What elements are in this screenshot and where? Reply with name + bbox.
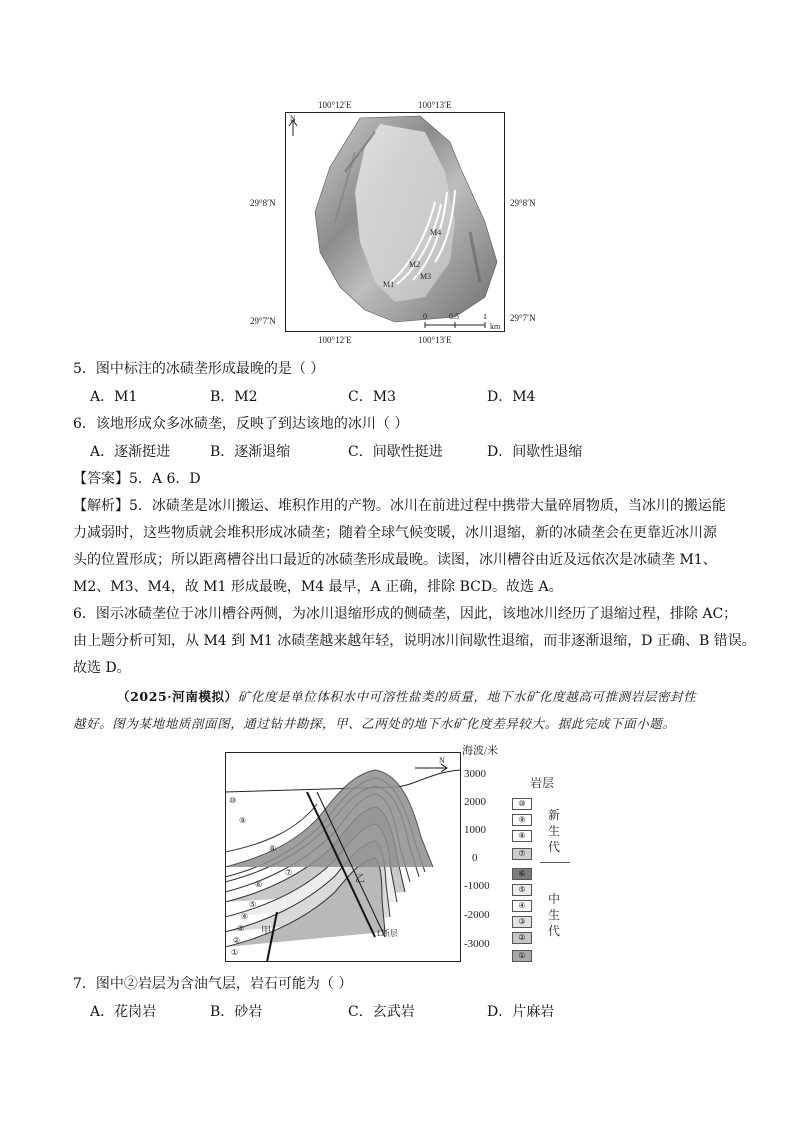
layer-mark-8: ⑧ <box>269 844 277 853</box>
question-7-stem: 7．图中②岩层为含油气层，岩石可能为（ ） <box>73 976 353 992</box>
question-5-option-a: A．M1 <box>90 389 138 405</box>
question-7-option-a: A．花岗岩 <box>90 1004 157 1020</box>
analysis-line-5: 6．图示冰碛垄位于冰川槽谷两侧，为冰川退缩形成的侧碛垄，因此，该地冰川经历了退缩过程，排除 AC； <box>73 606 738 622</box>
legend-layer-1: ① <box>512 950 532 962</box>
analysis-line-2: 力减弱时，这些物质就会堆积形成冰碛垄；随着全球气候变暖，冰川退缩，新的冰碛垄会在更靠近冰川源 <box>73 525 717 541</box>
question-5-option-c: C．M3 <box>348 389 396 405</box>
era-cenozoic-1: 新 <box>548 808 561 822</box>
legend-layer-3: ③ <box>512 916 532 928</box>
question-5-option-b: B．M2 <box>210 389 258 405</box>
elevation-minus-1000: -1000 <box>464 880 490 892</box>
fault-label: L断层 <box>377 929 398 938</box>
elevation-2000: 2000 <box>464 796 486 808</box>
geologic-section <box>225 752 461 962</box>
section-north-label: N <box>439 756 445 765</box>
intro-line-2: 越好。图为某地地质剖面图，通过钻井勘探，甲、乙两处的地下水矿化度差异较大。据此完成下面小题。 <box>73 716 676 731</box>
legend-layer-2: ② <box>512 932 532 944</box>
analysis-line-6: 由上题分析可知，从 M4 到 M1 冰碛垄越来越年轻，说明冰川间歇性退缩，而非逐渐退缩，D 正确、B 错误。 <box>73 633 756 649</box>
elevation-minus-2000: -2000 <box>464 909 490 921</box>
scale-unit: km <box>490 322 501 331</box>
elevation-minus-3000: -3000 <box>464 938 490 950</box>
answer-line: 【答案】5．A 6．D <box>73 471 201 487</box>
intro-text-1: 矿化度是单位体积水中可溶性盐类的质量，地下水矿化度越高可推测岩层密封性 <box>237 689 697 704</box>
era-mesozoic-1: 中 <box>548 892 561 906</box>
layer-mark-7: ⑦ <box>285 868 293 877</box>
question-5-stem: 5．图中标注的冰碛垄形成最晚的是（ ） <box>73 361 325 377</box>
scale-half: 0.5 <box>449 312 459 321</box>
lat-lower-left: 29°7′N <box>250 316 276 326</box>
lon-bottom-left: 100°12′E <box>318 335 352 345</box>
legend-layer-5: ⑤ <box>512 884 532 896</box>
question-7-option-b: B．砂岩 <box>210 1004 263 1020</box>
lat-lower-right: 29°7′N <box>510 313 536 323</box>
analysis-line-7: 故选 D。 <box>73 660 131 676</box>
layer-mark-5: ⑤ <box>249 900 257 909</box>
question-7-option-c: C．玄武岩 <box>348 1004 415 1020</box>
legend-layer-9: ⑨ <box>512 814 532 826</box>
analysis-line-4: M2、M3、M4，故 M1 形成最晚，M4 最早，A 正确，排除 BCD。故选 A。 <box>73 579 563 595</box>
map-north-label: N <box>290 114 296 123</box>
scale-zero: 0 <box>423 312 427 321</box>
era-cenozoic-3: 代 <box>548 840 561 854</box>
legend-layer-6: ⑥ <box>512 868 532 880</box>
question-7-option-d: D．片麻岩 <box>487 1004 555 1020</box>
layer-mark-10: ⑩ <box>229 796 237 805</box>
elevation-title: 海波/米 <box>462 745 499 757</box>
era-mesozoic-2: 生 <box>548 908 561 922</box>
intro-source: （2025·河南模拟） <box>117 689 238 704</box>
elevation-3000: 3000 <box>464 768 486 780</box>
legend-layer-4: ④ <box>512 900 532 912</box>
lon-top-left: 100°12′E <box>318 100 352 110</box>
moraine-m2-label: M2 <box>409 260 421 269</box>
elevation-0: 0 <box>472 852 478 864</box>
question-6-option-a: A．逐渐挺进 <box>90 444 171 460</box>
question-5-option-d: D．M4 <box>487 389 536 405</box>
layer-mark-3: ③ <box>237 924 245 933</box>
elevation-1000: 1000 <box>464 824 486 836</box>
question-6-option-c: C．间歇性挺进 <box>348 444 443 460</box>
layer-mark-1: ① <box>231 948 239 957</box>
legend-layer-8: ⑧ <box>512 830 532 842</box>
intro-line-1 <box>117 687 696 707</box>
analysis-line-1: 【解析】5．冰碛垄是冰川搬运、堆积作用的产物。冰川在前进过程中携带大量碎屑物质，当冰川的搬运能 <box>73 498 726 514</box>
era-mesozoic-3: 代 <box>548 924 561 938</box>
moraine-m1-label: M1 <box>383 280 395 289</box>
lon-top-right: 100°13′E <box>418 100 452 110</box>
layer-mark-4: ④ <box>241 912 249 921</box>
layer-mark-9: ⑨ <box>239 816 247 825</box>
moraine-m4-label: M4 <box>430 228 442 237</box>
question-6-option-b: B．逐渐退缩 <box>210 444 291 460</box>
legend-layer-10: ⑩ <box>512 798 532 810</box>
legend-divider <box>540 862 570 863</box>
lon-bottom-right: 100°13′E <box>418 335 452 345</box>
layer-mark-2: ② <box>233 936 241 945</box>
glacier-map-svg <box>285 112 505 332</box>
lat-upper-left: 29°8′N <box>250 198 276 208</box>
legend-layer-7: ⑦ <box>512 848 532 860</box>
moraine-m3-label: M3 <box>420 272 432 281</box>
glacier-map <box>285 112 505 332</box>
legend-title: 岩层 <box>530 776 555 790</box>
era-cenozoic-2: 生 <box>548 824 561 838</box>
layer-mark-6: ⑥ <box>255 880 263 889</box>
question-6-option-d: D．间歇性退缩 <box>487 444 583 460</box>
site-yi: 乙 <box>355 874 365 885</box>
analysis-line-3: 头的位置形成；所以距离槽谷出口最近的冰碛垄形成最晚。读图，冰川槽谷由近及远依次是冰碛垄 M1、 <box>73 552 717 568</box>
scale-one: 1 <box>483 312 487 321</box>
site-jia: 甲 <box>261 926 271 937</box>
question-6-stem: 6．该地形成众多冰碛垄，反映了到达该地的冰川（ ） <box>73 416 409 432</box>
lat-upper-right: 29°8′N <box>510 198 536 208</box>
